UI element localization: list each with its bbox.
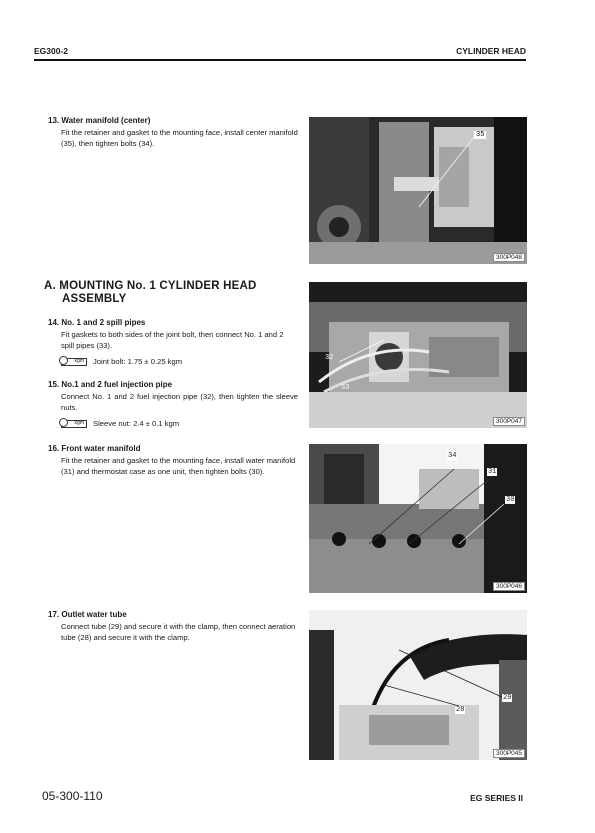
step-title: 17. Outlet water tube (48, 610, 127, 619)
photo-front-water-manifold (309, 444, 527, 593)
engine-photo-illustration (309, 444, 527, 593)
header-rule (34, 59, 526, 61)
torque-spec (48, 357, 298, 366)
callout-label: 30 (506, 496, 515, 504)
header-doc-id: EG300-2 (34, 46, 69, 56)
header-section-title: CYLINDER HEAD (456, 46, 526, 56)
step-title: 15. No.1 and 2 fuel injection pipe (48, 380, 173, 389)
step-body: Fit the retainer and gasket to the mounting face, install water manifold (31) and thermostat case as one unit, then tighten bolts (30). (61, 456, 296, 476)
callout-label: 28 (456, 706, 465, 714)
step-title: 13. Water manifold (center) (48, 116, 151, 125)
step-14 (48, 318, 298, 366)
callout-label: 32 (325, 354, 334, 362)
page-number: 05-300-110 (42, 789, 103, 803)
step-15 (48, 380, 298, 428)
step-body: Fit gaskets to both sides of the joint bolt, then connect No. 1 and 2 spill pipes (33). (61, 330, 284, 350)
callout-label: 35 (476, 131, 485, 139)
series-name: EG SERIES II (470, 793, 523, 803)
torque-spec (48, 419, 298, 428)
engine-photo-illustration (309, 117, 527, 264)
torque-value: Joint bolt: 1.75 ± 0.25 kgm (93, 357, 183, 366)
wrench-icon: kgm (61, 358, 87, 366)
callout-label: 33 (341, 384, 350, 392)
figure-code: 300P045 (493, 749, 525, 758)
callout-label: 34 (448, 452, 457, 460)
figure-code: 300P047 (493, 417, 525, 426)
figure-code: 300P046 (493, 582, 525, 591)
engine-photo-illustration (309, 282, 527, 428)
photo-spill-pipes (309, 282, 527, 428)
step-body: Connect tube (29) and secure it with the clamp, then connect aeration tube (28) and secure it with the clamp. (61, 622, 296, 642)
step-16 (48, 444, 298, 477)
torque-value: Sleeve nut: 2.4 ± 0.1 kgm (93, 419, 180, 428)
callout-label: 31 (488, 468, 497, 476)
engine-photo-illustration (309, 610, 527, 760)
step-body: Connect No. 1 and 2 fuel injection pipe (32), then tighten the sleeve nuts. (61, 392, 298, 412)
step-13 (48, 116, 298, 149)
wrench-icon: kgm (61, 420, 87, 428)
step-title: 14. No. 1 and 2 spill pipes (48, 318, 146, 327)
callout-label: 29 (503, 694, 512, 702)
section-heading (44, 280, 304, 306)
step-title: 16. Front water manifold (48, 444, 141, 453)
photo-outlet-water-tube (309, 610, 527, 760)
photo-water-manifold-center (309, 117, 527, 264)
section-heading-line2: ASSEMBLY (62, 293, 127, 305)
step-17 (48, 610, 298, 643)
section-heading-line1: A. MOUNTING No. 1 CYLINDER HEAD (44, 280, 257, 292)
figure-code: 300P048 (493, 253, 525, 262)
step-body: Fit the retainer and gasket to the mounting face, install center manifold (35), then tighten bolts (34). (61, 128, 298, 148)
